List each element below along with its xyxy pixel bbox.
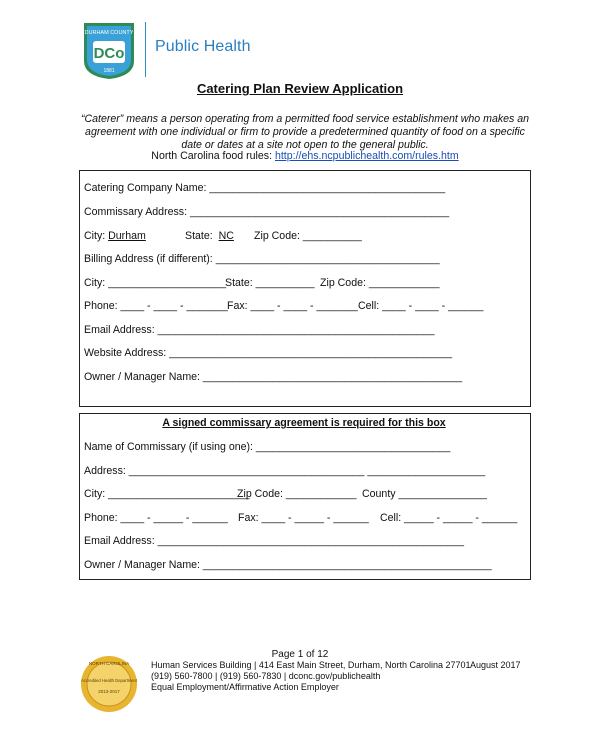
commissary-name-field[interactable]: Name of Commissary (if using one): _________________________________ [84,441,451,453]
city-value: Durham [108,230,146,242]
city-field[interactable] [84,230,146,243]
cell-field[interactable]: Cell: ____ - ____ - ______ [358,300,484,312]
logo-text-mid: DCo [93,45,125,62]
caterer-definition: “Caterer” means a person operating from a permitted food service establishment who makes an agreement with one individual or firm to provide a predetermined quantity of food on a specific date or dates at a site not open to the general public. [80,113,530,151]
rules-line [80,150,530,163]
footer-address: Human Services Building | 414 East Main Street, Durham, North Carolina 27701 [151,660,471,670]
commissary-email-field[interactable]: Email Address: ____________________________________________________ [84,535,464,547]
header-divider [145,22,146,77]
commissary-cell-field[interactable]: Cell: _____ - _____ - ______ [380,512,518,524]
accreditation-seal-icon [80,655,138,713]
state-field[interactable] [185,230,234,243]
state-label: State: [185,230,213,242]
company-name-field[interactable]: Catering Company Name: ________________________________________ [84,182,446,194]
phone-field[interactable]: Phone: ____ - ____ - _______ [84,300,228,312]
commissary-county-field[interactable]: County _______________ [362,488,487,500]
email-field[interactable]: Email Address: _______________________________________________ [84,324,435,336]
billing-state-field[interactable]: State: __________ [225,277,315,289]
website-field[interactable]: Website Address: ________________________________________________ [84,347,452,359]
city-label: City: [84,230,106,242]
seal-years: 2013-2017 [98,689,120,694]
logo-text-year: 1881 [103,68,115,74]
commissary-phone-field[interactable]: Phone: ____ - _____ - ______ [84,512,228,524]
org-title: Public Health [155,38,251,55]
commissary-fax-field[interactable]: Fax: ____ - _____ - ______ [238,512,369,524]
commissary-owner-field[interactable]: Owner / Manager Name: _________________________________________________ [84,559,492,571]
billing-address-field[interactable]: Billing Address (if different): ______________________________________ [84,253,440,265]
commissary-box-title: A signed commissary agreement is required for this box [162,417,446,429]
seal-top-text: NORTH CAROLINA [88,661,130,666]
zip-field[interactable]: Zip Code: __________ [254,230,362,242]
fax-field[interactable]: Fax: ____ - ____ - _______ [227,300,358,312]
document-title: Catering Plan Review Application [196,81,404,96]
page-number: Page 1 of 12 [271,649,329,660]
rules-label: North Carolina food rules: [151,150,273,162]
footer-contact: (919) 560-7800 | (919) 560-7830 | dconc.gov/publichealth [151,671,381,681]
footer-date: August 2017 [470,660,521,670]
rules-link[interactable]: http://ehs.ncpublichealth.com/rules.htm [274,150,459,162]
commissary-zip-field[interactable]: Zip Code: ____________ [237,488,357,500]
billing-city-field[interactable]: City: ____________________ [84,277,226,289]
durham-county-logo [82,21,136,81]
seal-center-text: Accredited Health Department [80,678,138,683]
owner-name-field[interactable]: Owner / Manager Name: ____________________________________________ [84,371,463,383]
state-value: NC [218,230,234,242]
logo-text-top: DURHAM COUNTY [84,30,134,36]
billing-zip-field[interactable]: Zip Code: ____________ [320,277,440,289]
commissary-city-field[interactable]: City: ________________________ [84,488,250,500]
footer-eeo: Equal Employment/Affirmative Action Employer [151,682,339,692]
commissary-address-field[interactable]: Commissary Address: ____________________________________________ [84,206,450,218]
commissary-address2-field[interactable]: Address: ________________________________________ ____________________ [84,465,486,477]
